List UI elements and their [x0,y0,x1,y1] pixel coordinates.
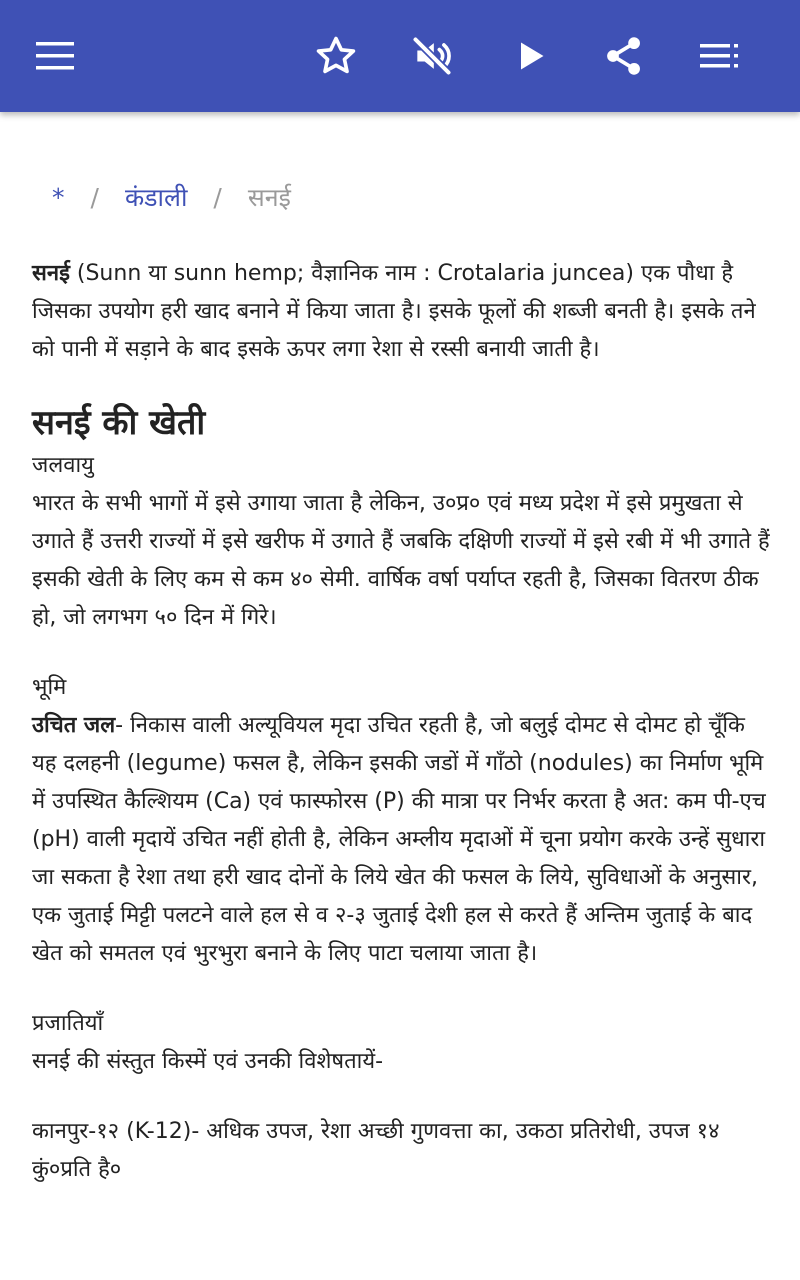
breadcrumb-home-link[interactable]: * [52,183,65,212]
soil-text: - निकास वाली अल्यूवियल मृदा उचित रहती है, जो बलुई दोमट से दोमट हो चूँकि यह दलहनी (legume) फसल है, लेकिन इसकी जडों में गाँठो (nodules) का निर्माण भूमि में उपस्थित कैल्शियम (Ca) एवं फास्फोरस (P) की मात्रा पर निर्भर करता है अत: कम पी-एच (pH) वाली मृदायें उचित नहीं होती है, लेकिन अम्लीय मृदाओं में चूना प्रयोग करके उन्हें सुधारा जा सकता है रेशा तथा हरी खाद दोनों के लिये खेत की फसल के लिये, सुविधाओं के अनुसार, एक जुताई मिट्टी पलटने वाले हल से व २-३ जुताई देशी हल से करते हैं अन्तिम जुताई के बाद खेत को समतल एवं भुरभुरा बनाने के लिए पाटा चलाया जाता है। [32,713,766,966]
soil-label: भूमि [32,675,67,700]
spacer [32,1081,772,1113]
share-button[interactable] [594,26,654,86]
breadcrumb-current: सनई [247,183,291,212]
play-button[interactable] [500,26,560,86]
menu-button[interactable] [26,26,86,86]
breadcrumb-separator: / [213,183,222,212]
article-scroll-area[interactable] [0,112,800,1280]
varieties-label: प्रजातियाँ [32,1011,104,1036]
article-body [32,255,772,1189]
table-of-contents-button[interactable] [690,26,750,86]
favorite-button[interactable] [306,26,366,86]
star-icon [314,34,358,78]
menu-icon [36,40,76,72]
volume-mute-icon [410,34,454,78]
app-toolbar [0,0,800,112]
intro-text: (Sunn या sunn hemp; वैज्ञानिक नाम : Crotalaria juncea) एक पौधा है जिसका उपयोग हरी खाद बनाने में किया जाता है। इसके फूलों की शब्जी बनती है। इसके तने को पानी में सड़ाने के बाद इसके ऊपर लगा रेशा से रस्सी बनायी जाती है। [32,261,756,362]
variety-item: कानपुर-१२ (K-12)- अधिक उपज, रेशा अच्छी गुणवत्ता का, उकठा प्रतिरोधी, उपज १४ कुं०प्रति है० [32,1119,720,1182]
soil-term: उचित जल [32,713,116,738]
climate-label: जलवायु [32,453,94,478]
breadcrumb-separator: / [90,183,99,212]
section-heading: सनई की खेती [32,403,206,443]
intro-term: सनई [32,261,70,286]
spacer [32,637,772,669]
toc-icon [700,42,740,70]
play-icon [512,38,548,74]
breadcrumb [52,178,291,218]
spacer [32,973,772,1005]
intro-paragraph [32,255,772,369]
mute-button[interactable] [402,26,462,86]
share-icon [602,34,646,78]
breadcrumb-parent-link[interactable]: कंडाली [124,183,188,212]
varieties-intro: सनई की संस्तुत किस्में एवं उनकी विशेषतायें- [32,1049,384,1074]
climate-paragraph: भारत के सभी भागों में इसे उगाया जाता है लेकिन, उ०प्र० एवं मध्य प्रदेश में इसे प्रमुखता से उगाते हैं उत्तरी राज्यों में इसे खरीफ में उगाते हैं जबकि दक्षिणी राज्यों में इसे रबी में भी उगाते हैं इसकी खेती के लिए कम से कम ४० सेमी. वार्षिक वर्षा पर्याप्त रहती है, जिसका वितरण ठीक हो, जो लगभग ५० दिन में गिरे। [32,491,770,630]
soil-paragraph [32,707,772,973]
